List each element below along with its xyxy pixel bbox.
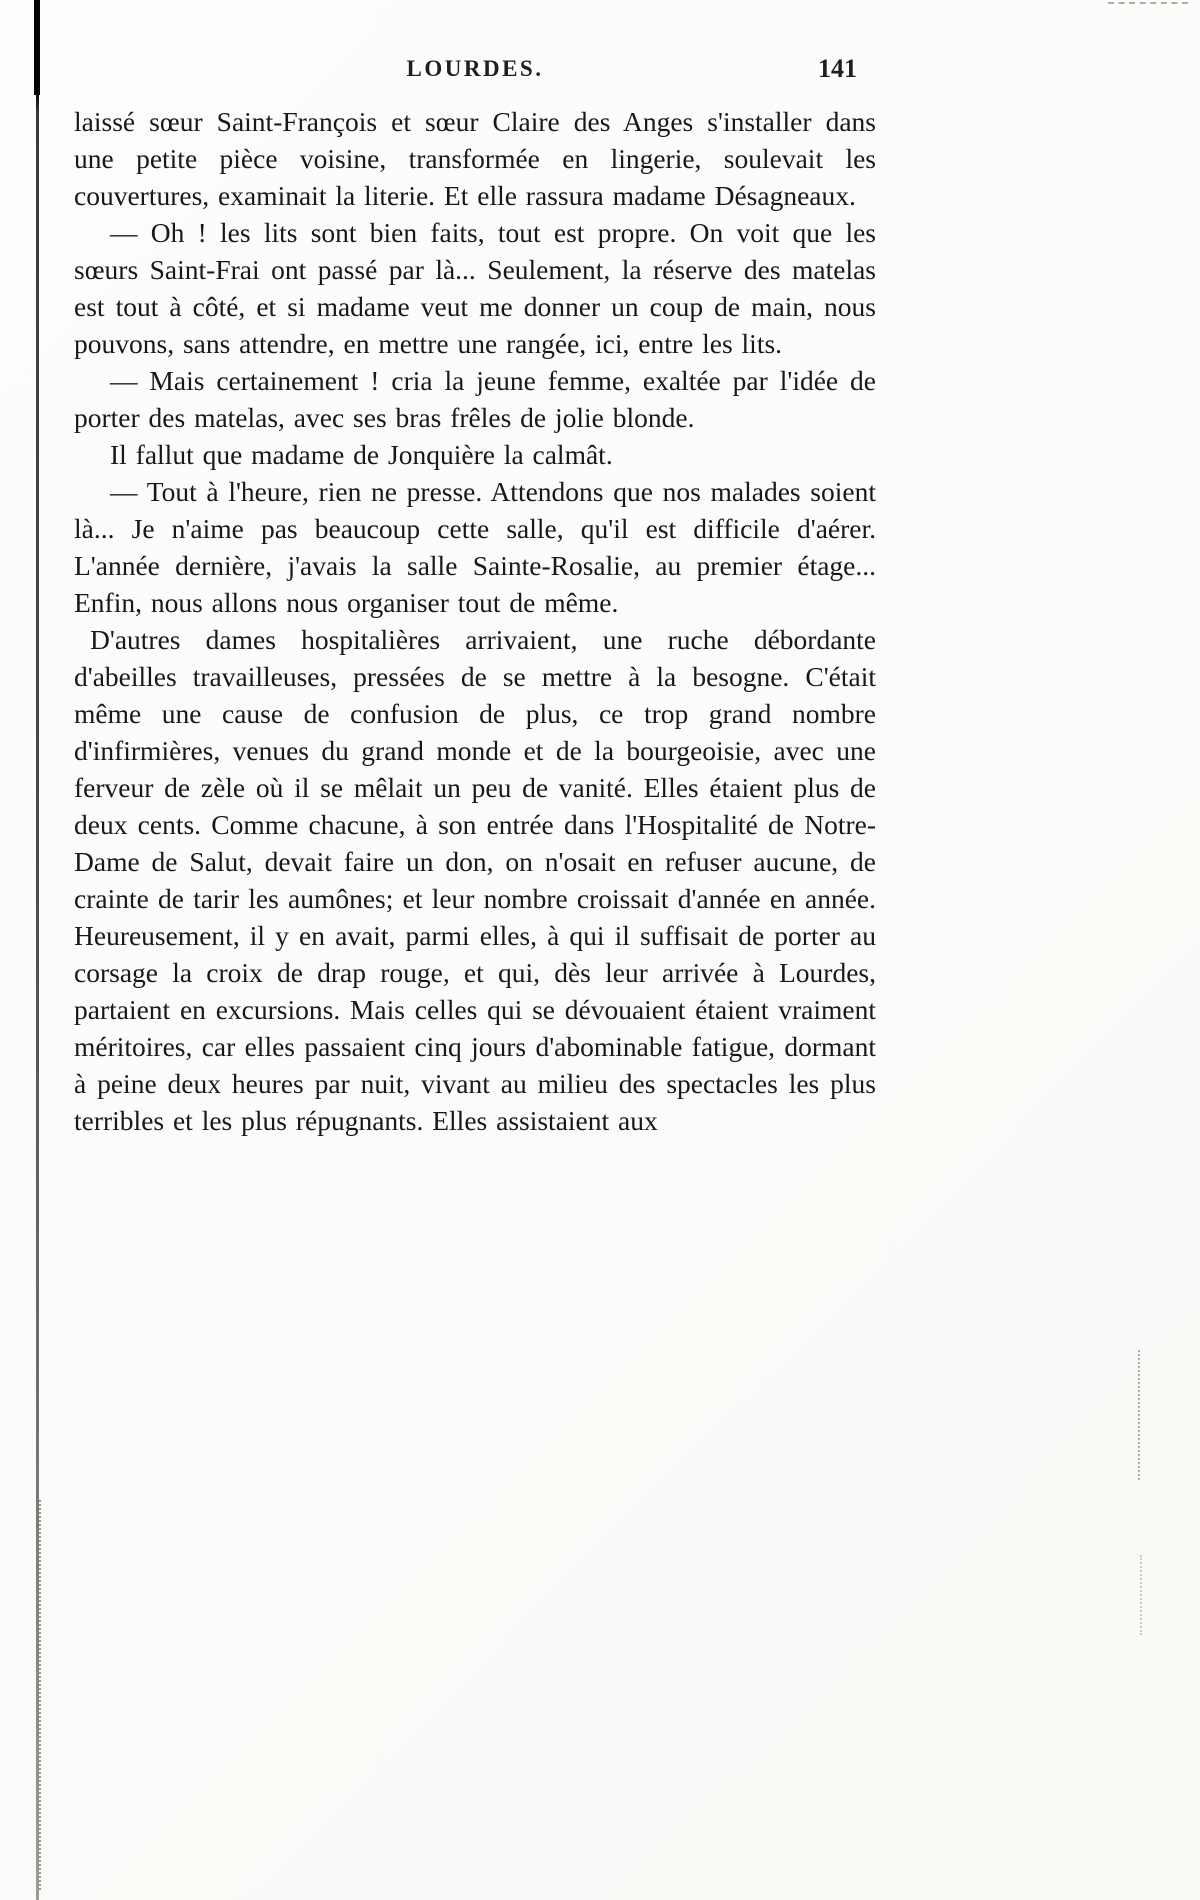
body-paragraph: — Mais certainement ! cria la jeune femme, exaltée par l'idée de porter des matelas, avec ses bras frêles de jolie blonde. bbox=[74, 365, 876, 433]
scan-mark-top-right bbox=[1108, 2, 1188, 4]
body-text-block bbox=[74, 103, 876, 1139]
scan-mark-right-upper bbox=[1138, 1350, 1140, 1480]
page-number: 141 bbox=[818, 54, 857, 83]
left-binding-rule-dots bbox=[39, 1500, 41, 1890]
running-head-title: LOURDES. bbox=[406, 56, 544, 81]
body-paragraph: laissé sœur Saint-François et sœur Claire des Anges s'installer dans une petite pièce voisine, transformée en lingerie, soulevait les couvertures, examinait la literie. Et elle rassura madame Désagneaux. bbox=[74, 106, 876, 211]
left-binding-rule-top bbox=[34, 0, 40, 95]
body-paragraph: D'autres dames hospitalières arrivaient, une ruche débordante d'abeilles travailleuses, pressées de se mettre à la besogne. C'était même une cause de confusion de plus, ce trop grand nombre d'infirmières, venues du grand monde et de la bourgeoisie, avec une ferveur de zèle où il se mêlait un peu de vanité. Elles étaient plus de deux cents. Comme chacune, à son entrée dans l'Hospitalité de Notre-Dame de Salut, devait faire un don, on n'osait en refuser aucune, de crainte de tarir les aumônes; et leur nombre croissait d'année en année. Heureusement, il y en avait, parmi elles, à qui il suffisait de porter au corsage la croix de drap rouge, et qui, dès leur arrivée à Lourdes, partaient en excursions. Mais celles qui se dévouaient étaient vraiment méritoires, car elles passaient cinq jours d'abominable fatigue, dormant à peine deux heures par nuit, vivant au milieu des spectacles les plus terribles et les plus répugnants. Elles assistaient aux bbox=[74, 624, 876, 1136]
body-paragraph: — Tout à l'heure, rien ne presse. Attendons que nos malades soient là... Je n'aime pas beaucoup cette salle, qu'il est difficile d'aérer. L'année dernière, j'avais la salle Sainte-Rosalie, au premier étage... Enfin, nous allons nous organiser tout de même. bbox=[74, 476, 876, 618]
body-paragraph: Il fallut que madame de Jonquière la calmât. bbox=[110, 439, 613, 470]
running-head bbox=[75, 56, 875, 90]
scan-mark-right-lower bbox=[1140, 1555, 1142, 1635]
body-paragraph: — Oh ! les lits sont bien faits, tout est propre. On voit que les sœurs Saint-Frai ont passé par là... Seulement, la réserve des matelas est tout à côté, et si madame veut me donner un coup de main, nous pouvons, sans attendre, en mettre une rangée, ici, entre les lits. bbox=[74, 217, 876, 359]
